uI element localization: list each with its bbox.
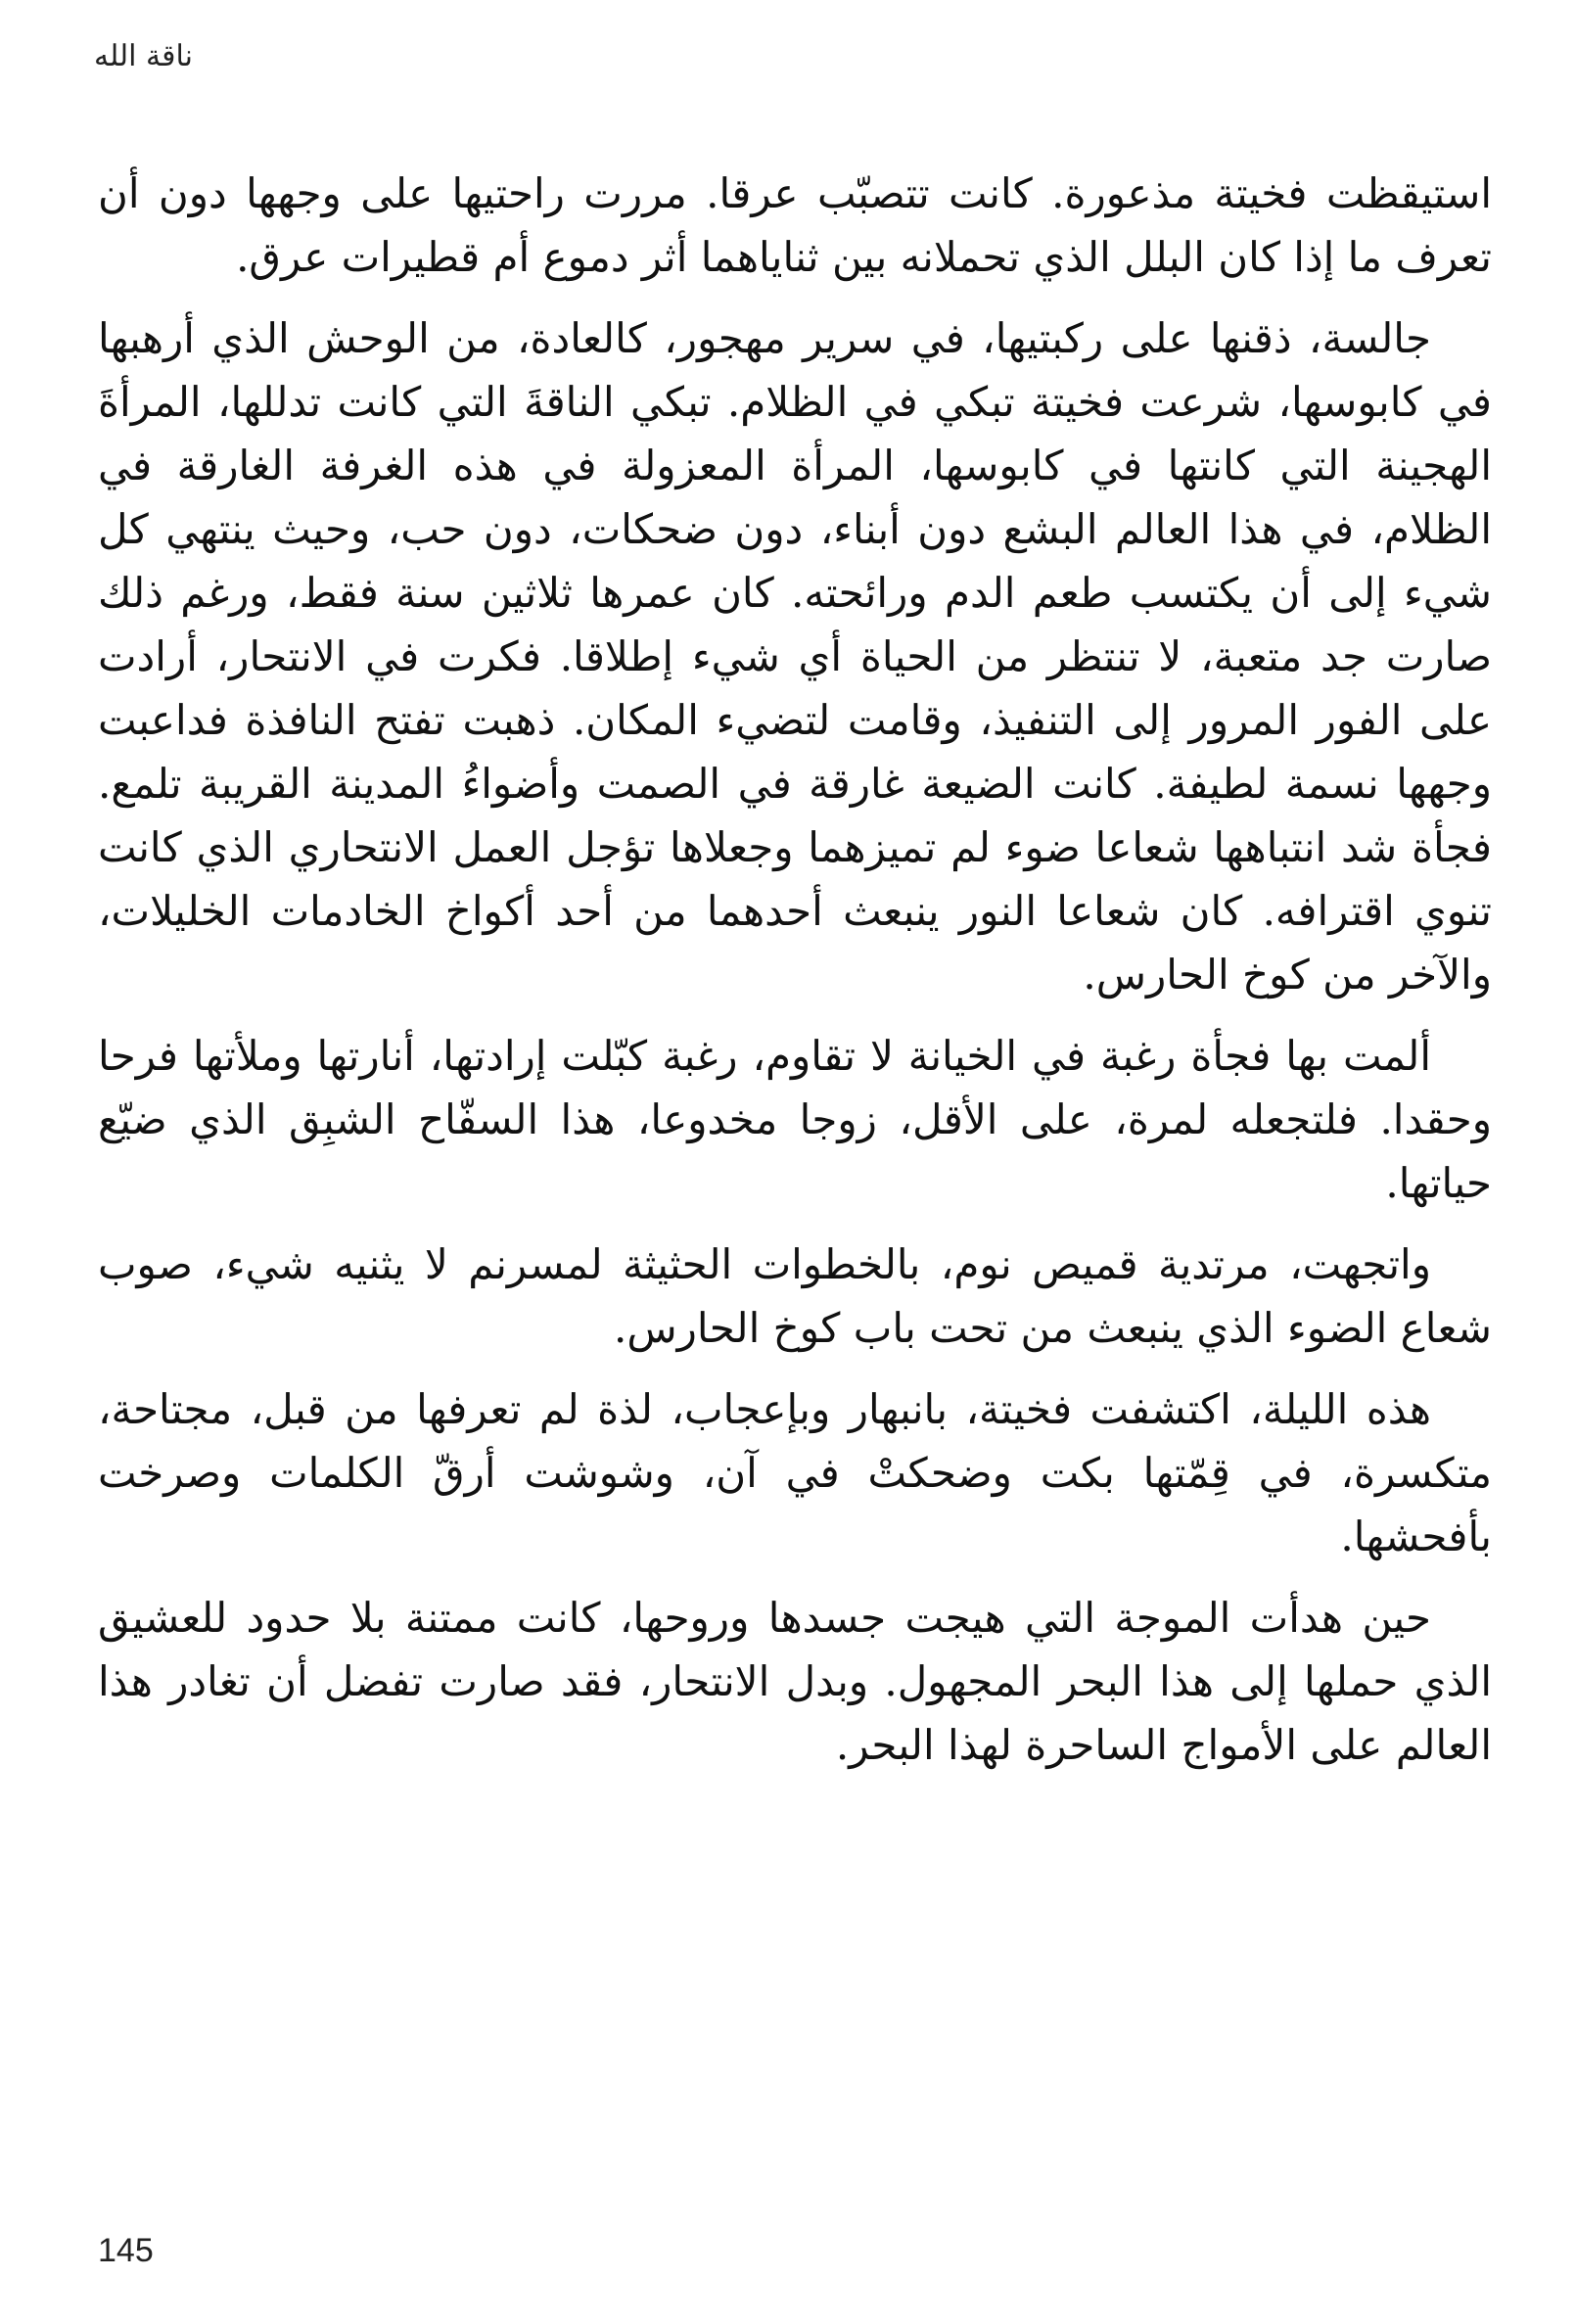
running-head: ناقة الله <box>94 39 193 73</box>
page-number: 145 <box>98 2232 154 2269</box>
body-text <box>98 162 1492 1794</box>
paragraph-2: جالسة، ذقنها على ركبتيها، في سرير مهجور، كالعادة، من الوحش الذي أرهبها في كابوسها، شرعت فخيتة تبكي في الظلام. تبكي الناقةَ التي كانت تدللها، المرأةَ الهجينة التي كانتها في كابوسها، المرأة المعزولة في هذه الغرفة الغارقة في الظلام، في هذا العالم البشع دون أبناء، دون ضحكات، دون حب، وحيث ينتهي كل شيء إلى أن يكتسب طعم الدم ورائحته. كان عمرها ثلاثين سنة فقط، ورغم ذلك صارت جد متعبة، لا تنتظر من الحياة أي شيء إطلاقا. فكرت في الانتحار، أرادت على الفور المرور إلى التنفيذ، وقامت لتضيء المكان. ذهبت تفتح النافذة فداعبت وجهها نسمة لطيفة. كانت الضيعة غارقة في الصمت وأضواءُ المدينة القريبة تلمع. فجأة شد انتباهها شعاعا ضوء لم تميزهما وجعلاها تؤجل العمل الانتحاري الذي كانت تنوي اقترافه. كان شعاعا النور ينبعث أحدهما من أحد أكواخ الخادمات الخليلات، والآخر من كوخ الحارس. <box>98 314 1492 999</box>
paragraph-5: هذه الليلة، اكتشفت فخيتة، بانبهار وبإعجاب، لذة لم تعرفها من قبل، مجتاحة، متكسرة، في قِمّتها بكت وضحكتْ في آن، وشوشت أرقّ الكلمات وصرخت بأفحشها. <box>98 1385 1492 1560</box>
paragraph-1: استيقظت فخيتة مذعورة. كانت تتصبّب عرقا. مررت راحتيها على وجهها دون أن تعرف ما إذا كان البلل الذي تحملانه بين ثناياهما أثر دموع أم قطيرات عرق. <box>98 169 1492 281</box>
paragraph-4: واتجهت، مرتدية قميص نوم، بالخطوات الحثيثة لمسرنم لا يثنيه شيء، صوب شعاع الضوء الذي ينبعث من تحت باب كوخ الحارس. <box>98 1240 1492 1352</box>
paragraph-6: حين هدأت الموجة التي هيجت جسدها وروحها، كانت ممتنة بلا حدود للعشيق الذي حملها إلى هذا البحر المجهول. وبدل الانتحار، فقد صارت تفضل أن تغادر هذا العالم على الأمواج الساحرة لهذا البحر. <box>98 1594 1492 1769</box>
paragraph-3: ألمت بها فجأة رغبة في الخيانة لا تقاوم، رغبة كبّلت إرادتها، أنارتها وملأتها فرحا وحقدا. فلتجعله لمرة، على الأقل، زوجا مخدوعا، هذا السفّاح الشبِق الذي ضيّع حياتها. <box>98 1032 1492 1207</box>
